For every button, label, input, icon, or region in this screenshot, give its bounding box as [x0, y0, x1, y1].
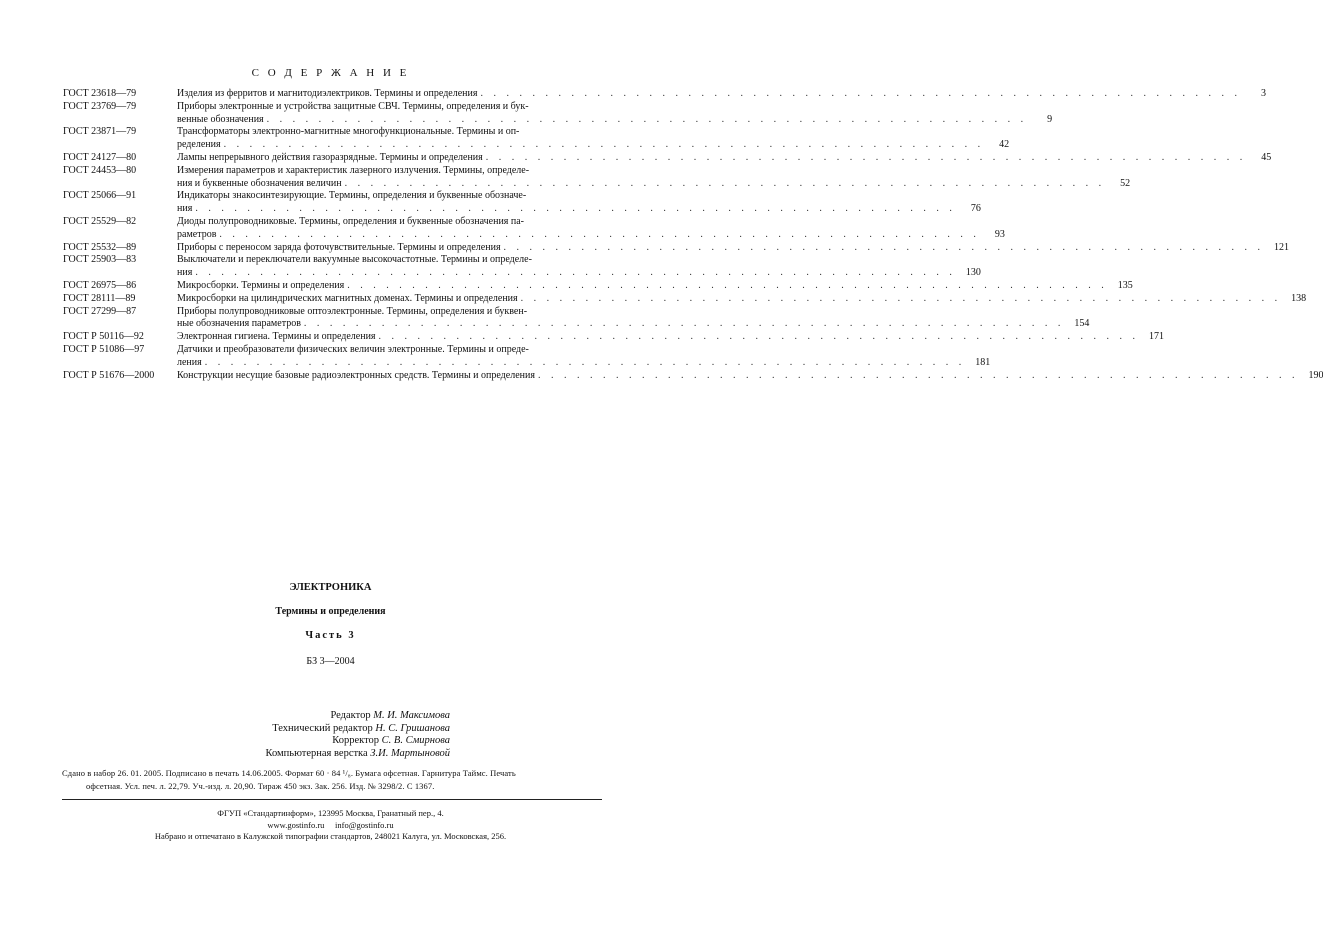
- toc-entry-title: Приборы электронные и устройства защитные СВЧ. Термины, определения и бук-: [177, 100, 529, 112]
- toc-entry-title: ные обозначения параметров: [177, 318, 301, 330]
- toc-entry-title: Микросборки на цилиндрических магнитных доменах. Термины и определения: [177, 292, 518, 304]
- toc-entry: [63, 369, 1323, 383]
- toc-entry: [63, 305, 1090, 332]
- toc-entry-title: Трансформаторы электронно-магнитные многофункциональные. Термины и оп-: [177, 126, 520, 138]
- toc-entry-code: ГОСТ 24127—80: [63, 151, 137, 163]
- publisher-web: www.gostinfo.ru info@gostinfo.ru: [267, 819, 394, 830]
- imprint-line: Сдано в набор 26. 01. 2005. Подписано в печать 14.06.2005. Формат 60 · 84 ¹/₈. Бумага офсетная. Гарнитура Таймс. Печать: [62, 768, 516, 778]
- toc-entry-page: 171: [1149, 331, 1165, 343]
- printer-info: Набрано и отпечатано в Калужской типографии стандартов, 248021 Калуга, ул. Московская, 256.: [154, 831, 507, 841]
- toc-entry: [63, 151, 1272, 165]
- toc-entry-title: раметров: [177, 228, 217, 240]
- toc-entry-page: 138: [1291, 292, 1307, 304]
- toc-entry-page: 76: [970, 203, 981, 215]
- credit-proofreader: Корректор С. В. Смирнова: [332, 735, 450, 746]
- toc-leader-dots: . . . . . . . . . . . . . . . . . . . . . . . . . . . . . . . . . . . . . . . . . . . . . . . . . . . . . . . . . . .: [347, 279, 1108, 291]
- toc-entry-code: ГОСТ 25903—83: [63, 254, 137, 266]
- toc-entry-code: ГОСТ 24453—80: [63, 164, 137, 176]
- toc-entry-title: Диоды полупроводниковые. Термины, определения и буквенные обозначения па-: [177, 215, 525, 227]
- toc-entry-title: Измерения параметров и характеристик лазерного излучения. Термины, определе-: [177, 164, 530, 176]
- toc-leader-dots: . . . . . . . . . . . . . . . . . . . . . . . . . . . . . . . . . . . . . . . . . . . . . . . . . . . . . . . . . . .: [503, 241, 1265, 253]
- toc-entry: [63, 190, 981, 216]
- toc-entry-page: 45: [1261, 151, 1272, 163]
- toc-entry-title: Приборы полупроводниковые оптоэлектронные. Термины, определения и буквен-: [177, 305, 528, 317]
- toc-entry-title: ления: [177, 356, 202, 368]
- toc-entry-code: ГОСТ 26975—86: [63, 279, 137, 291]
- toc-entry-page: 130: [965, 267, 981, 279]
- toc-entry-page: 9: [1047, 113, 1053, 125]
- table-of-contents: [63, 88, 1323, 382]
- toc-entry-page: 52: [1120, 177, 1131, 189]
- toc-entry: [63, 88, 1266, 101]
- toc-entry: [63, 292, 1307, 306]
- toc-entry-code: ГОСТ Р 51086—97: [63, 343, 145, 355]
- toc-entry-code: ГОСТ Р 50116—92: [63, 331, 144, 343]
- toc-entry-code: ГОСТ 25066—91: [63, 190, 137, 202]
- toc-entry: [63, 279, 1133, 293]
- toc-leader-dots: . . . . . . . . . . . . . . . . . . . . . . . . . . . . . . . . . . . . . . . . . . . . . . . . . . . . . . . . . . .: [195, 203, 956, 215]
- publisher-address: ФГУП «Стандартинформ», 123995 Москва, Гранатный пер., 4.: [217, 808, 444, 818]
- toc-entry: [63, 331, 1165, 344]
- toc-leader-dots: . . . . . . . . . . . . . . . . . . . . . . . . . . . . . . . . . . . . . . . . . . . . . . . . . . . . . . . . . . .: [204, 356, 966, 368]
- toc-entry-title: ния: [177, 267, 193, 279]
- toc-entry-page: 3: [1260, 88, 1266, 99]
- toc-entry: [63, 164, 1131, 191]
- credit-tech-editor: Технический редактор Н. С. Гришанова: [272, 722, 450, 734]
- toc-entry-title: Датчики и преобразователи физических величин электронные. Термины и опреде-: [177, 343, 529, 355]
- toc-entry-code: ГОСТ 23618—79: [63, 88, 137, 99]
- toc-entry-title: ния и буквенные обозначения величин: [177, 177, 342, 189]
- toc-entry-title: Индикаторы знакосинтезирующие. Термины, определения и буквенные обозначе-: [177, 190, 527, 202]
- toc-entry-title: Приборы с переносом заряда фоточувствительные. Термины и определения: [177, 241, 501, 253]
- toc-leader-dots: . . . . . . . . . . . . . . . . . . . . . . . . . . . . . . . . . . . . . . . . . . . . . . . . . . . . . . . . . . .: [195, 267, 956, 279]
- toc-entry-code: ГОСТ 23871—79: [63, 126, 137, 138]
- toc-entry-page: 181: [975, 356, 991, 368]
- imprint-line: офсетная. Усл. печ. л. 22,79. Уч.-изд. л. 20,90. Тираж 450 экз. Зак. 256. Изд. № 3298/2. С 1367.: [86, 780, 435, 791]
- toc-leader-dots: . . . . . . . . . . . . . . . . . . . . . . . . . . . . . . . . . . . . . . . . . . . . . . . . . . . . . . . . . . .: [480, 88, 1241, 99]
- toc-entry-code: ГОСТ 25532—89: [63, 241, 137, 253]
- toc-leader-dots: . . . . . . . . . . . . . . . . . . . . . . . . . . . . . . . . . . . . . . . . . . . . . . . . . . . . . . . . . . .: [537, 369, 1299, 381]
- toc-entry: [63, 241, 1290, 255]
- toc-entry: [63, 126, 1010, 152]
- toc-entry: [63, 254, 981, 280]
- toc-entry-title: Изделия из ферритов и магнитодиэлектриков. Термины и определения: [177, 88, 478, 99]
- toc-entry-page: 93: [994, 228, 1005, 240]
- toc-entry-title: ределения: [177, 139, 221, 151]
- toc-entry-title: венные обозначения: [177, 113, 264, 125]
- credit-layout: Компьютерная верстка З.И. Мартыновой: [265, 747, 450, 759]
- toc-entry-page: 121: [1274, 241, 1290, 253]
- toc-entry-code: ГОСТ 25529—82: [63, 215, 137, 227]
- contents-heading: С О Д Е Р Ж А Н И Е: [251, 67, 410, 79]
- toc-entry-page: 190: [1308, 369, 1323, 381]
- toc-leader-dots: . . . . . . . . . . . . . . . . . . . . . . . . . . . . . . . . . . . . . . . . . . . . . . . . . . . . . . . . . . .: [223, 139, 985, 151]
- toc-leader-dots: . . . . . . . . . . . . . . . . . . . . . . . . . . . . . . . . . . . . . . . . . . . . . . . . . . . . . . . . . . .: [344, 177, 1106, 189]
- toc-leader-dots: . . . . . . . . . . . . . . . . . . . . . . . . . . . . . . . . . . . . . . . . . . . . . . . . . . . . . . . . . . .: [219, 228, 980, 240]
- toc-entry-code: ГОСТ 27299—87: [63, 305, 137, 317]
- toc-leader-dots: . . . . . . . . . . . . . . . . . . . . . . . . . . . . . . . . . . . . . . . . . . . . . . . . . . . . . . . . . . .: [520, 292, 1282, 304]
- toc-entry: [63, 100, 1053, 127]
- credits-block: [190, 710, 450, 760]
- toc-entry-code: ГОСТ Р 51676—2000: [63, 369, 155, 381]
- toc-entry-code: ГОСТ 23769—79: [63, 100, 137, 112]
- credit-editor: Редактор М. И. Максимова: [330, 710, 450, 721]
- toc-entry: [63, 215, 1005, 242]
- publication-part: Часть 3: [305, 630, 356, 641]
- toc-leader-dots: . . . . . . . . . . . . . . . . . . . . . . . . . . . . . . . . . . . . . . . . . . . . . . . . . . . . . . . . . . .: [485, 151, 1247, 163]
- toc-leader-dots: . . . . . . . . . . . . . . . . . . . . . . . . . . . . . . . . . . . . . . . . . . . . . . . . . . . . . . . . . . .: [378, 331, 1140, 343]
- publication-title: ЭЛЕКТРОНИКА: [289, 582, 372, 593]
- toc-entry-page: 135: [1117, 279, 1133, 291]
- toc-entry-title: ния: [177, 203, 193, 215]
- toc-entry-title: Выключатели и переключатели вакуумные высокочастотные. Термины и определе-: [177, 254, 532, 266]
- publisher-footer: [0, 808, 661, 843]
- toc-entry-page: 42: [999, 139, 1010, 151]
- toc-entry-title: Электронная гигиена. Термины и определения: [177, 331, 376, 343]
- toc-leader-dots: . . . . . . . . . . . . . . . . . . . . . . . . . . . . . . . . . . . . . . . . . . . . . . . . . . . . . . . . . . .: [303, 318, 1065, 330]
- toc-entry-title: Микросборки. Термины и определения: [177, 279, 345, 291]
- publication-subtitle: Термины и определения: [275, 606, 386, 617]
- toc-entry-page: 154: [1074, 318, 1090, 330]
- toc-entry-code: ГОСТ 28111—89: [63, 292, 136, 304]
- imprint-block: [62, 767, 602, 792]
- publication-code: БЗ 3—2004: [306, 656, 355, 667]
- toc-entry: [63, 343, 991, 370]
- toc-entry-title: Конструкции несущие базовые радиоэлектронных средств. Термины и определения: [177, 369, 535, 381]
- divider: [62, 799, 602, 800]
- toc-entry-title: Лампы непрерывного действия газоразрядные. Термины и определения: [177, 151, 483, 163]
- toc-leader-dots: . . . . . . . . . . . . . . . . . . . . . . . . . . . . . . . . . . . . . . . . . . . . . . . . . . . . . . . . . . .: [266, 113, 1028, 125]
